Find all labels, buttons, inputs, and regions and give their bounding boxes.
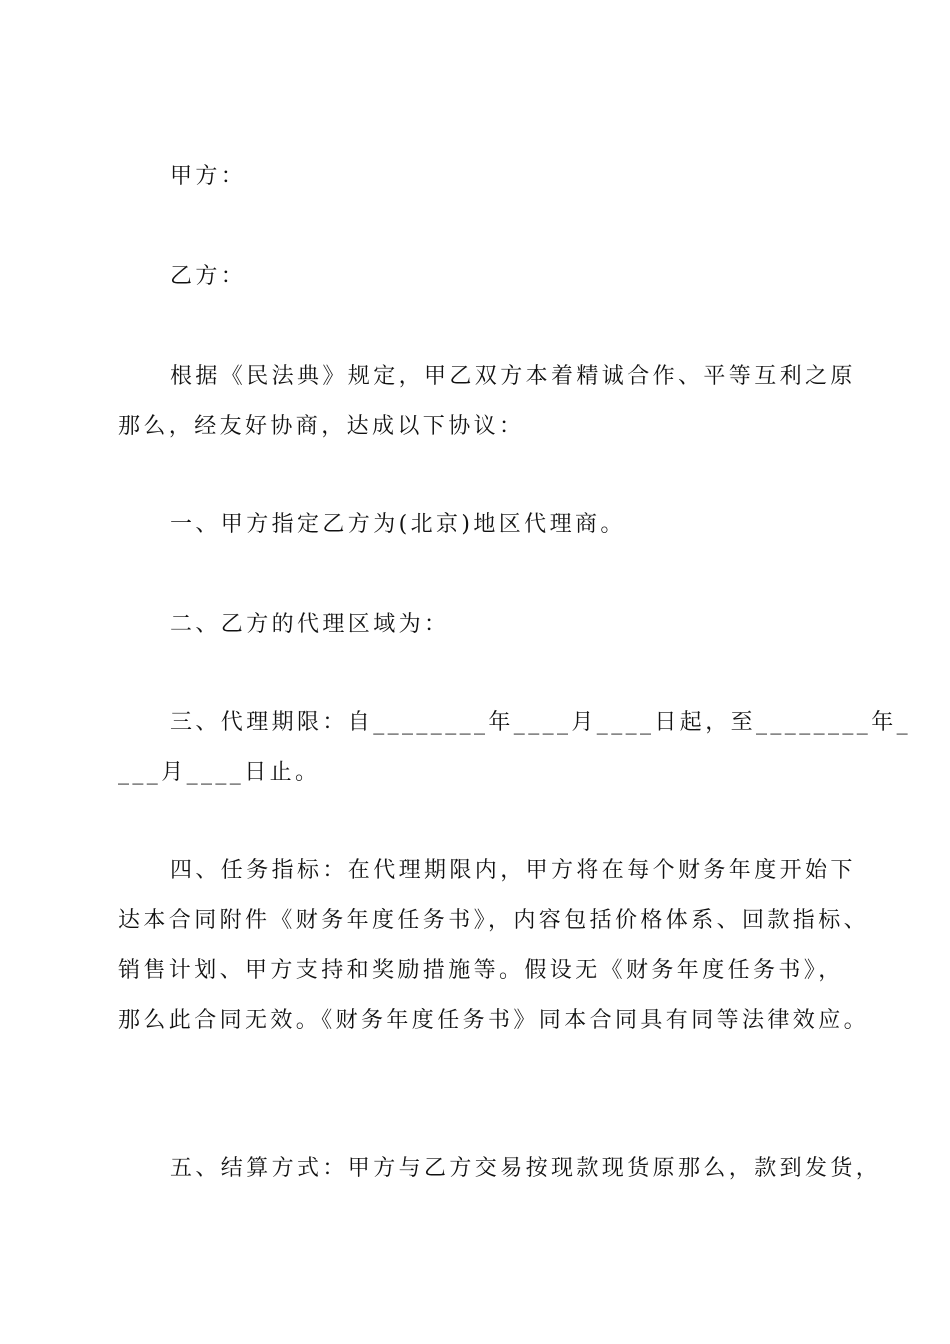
clause-3-line-2: ___月____日止。 bbox=[118, 760, 321, 785]
party-a-label: 甲方： bbox=[170, 164, 247, 189]
party-b-label: 乙方： bbox=[170, 264, 247, 289]
preamble-line-2: 那么，经友好协商，达成以下协议： bbox=[118, 414, 525, 439]
clause-2: 二、乙方的代理区域为： bbox=[170, 612, 450, 637]
preamble-line-1: 根据《民法典》规定，甲乙双方本着精诚合作、平等互利之原 bbox=[170, 364, 856, 389]
clause-4-line-2: 达本合同附件《财务年度任务书》，内容包括价格体系、回款指标、 bbox=[118, 908, 870, 933]
clause-5-line-1: 五、结算方式：甲方与乙方交易按现款现货原那么，款到发货， bbox=[170, 1156, 882, 1181]
clause-3-line-1: 三、代理期限：自________年____月____日起，至________年_ bbox=[170, 710, 912, 735]
clause-1: 一、甲方指定乙方为(北京)地区代理商。 bbox=[170, 512, 626, 537]
clause-4-line-1: 四、任务指标：在代理期限内，甲方将在每个财务年度开始下 bbox=[170, 858, 856, 883]
clause-4-line-4: 那么此合同无效。《财务年度任务书》同本合同具有同等法律效应。 bbox=[118, 1008, 870, 1033]
clause-4-line-3: 销售计划、甲方支持和奖励措施等。假设无《财务年度任务书》， bbox=[118, 958, 844, 983]
